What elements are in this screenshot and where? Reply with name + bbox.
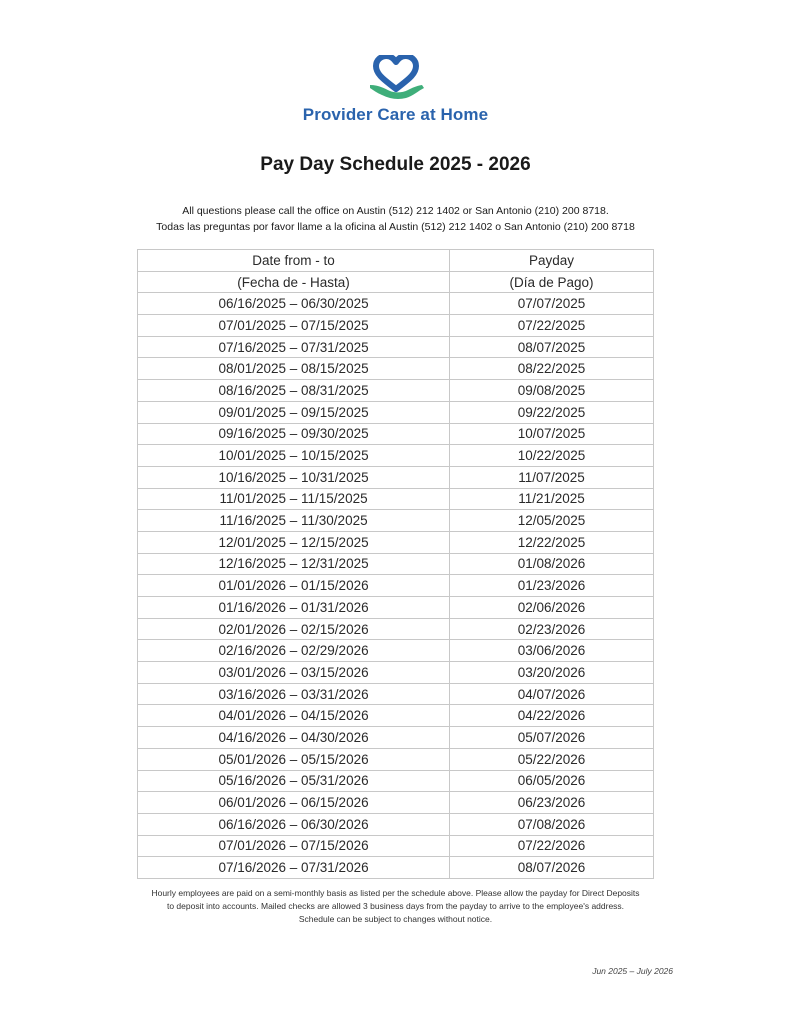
table-header-row: [138, 250, 654, 272]
table-row: [138, 488, 654, 510]
table-row: [138, 597, 654, 619]
table-row: [138, 445, 654, 467]
payday-cell: 07/22/2026: [450, 835, 654, 857]
payday-cell: 07/08/2026: [450, 813, 654, 835]
table-row: [138, 857, 654, 879]
payday-cell: 11/21/2025: [450, 488, 654, 510]
table-row: [138, 336, 654, 358]
payday-cell: 01/23/2026: [450, 575, 654, 597]
date-range-cell: 09/01/2025 – 09/15/2025: [138, 401, 450, 423]
payday-cell: 10/22/2025: [450, 445, 654, 467]
payday-cell: 12/22/2025: [450, 531, 654, 553]
table-row: [138, 748, 654, 770]
date-range-cell: 10/16/2025 – 10/31/2025: [138, 466, 450, 488]
payday-cell: 10/07/2025: [450, 423, 654, 445]
header-date-range-spanish: (Fecha de - Hasta): [138, 271, 450, 293]
date-range-cell: 12/16/2025 – 12/31/2025: [138, 553, 450, 575]
pay-schedule-table: [137, 249, 654, 879]
date-range-cell: 11/01/2025 – 11/15/2025: [138, 488, 450, 510]
table-row: [138, 466, 654, 488]
table-row: [138, 380, 654, 402]
contact-spanish: Todas las preguntas por favor llame a la oficina al Austin (512) 212 1402 o San Antonio (210) 200 8718: [156, 221, 635, 233]
header-payday: Payday: [450, 250, 654, 272]
contact-english: All questions please call the office on Austin (512) 212 1402 or San Antonio (210) 200 8718.: [182, 205, 609, 217]
date-range-cell: 08/01/2025 – 08/15/2025: [138, 358, 450, 380]
notes: [0, 887, 791, 926]
table-row: [138, 683, 654, 705]
payday-cell: 11/07/2025: [450, 466, 654, 488]
date-range-cell: 05/16/2026 – 05/31/2026: [138, 770, 450, 792]
note-line: Hourly employees are paid on a semi-monthly basis as listed per the schedule above. Please allow the payday for Direct Deposits: [151, 888, 640, 898]
footer-date: Jun 2025 – July 2026: [592, 966, 673, 976]
date-range-cell: 12/01/2025 – 12/15/2025: [138, 531, 450, 553]
table-row: [138, 531, 654, 553]
payday-cell: 09/22/2025: [450, 401, 654, 423]
date-range-cell: 03/01/2026 – 03/15/2026: [138, 662, 450, 684]
date-range-cell: 06/01/2026 – 06/15/2026: [138, 792, 450, 814]
date-range-cell: 01/16/2026 – 01/31/2026: [138, 597, 450, 619]
date-range-cell: 02/01/2026 – 02/15/2026: [138, 618, 450, 640]
page-title: Pay Day Schedule 2025 - 2026: [260, 154, 531, 175]
date-range-cell: 11/16/2025 – 11/30/2025: [138, 510, 450, 532]
note-line: to deposit into accounts. Mailed checks are allowed 3 business days from the payday to arrive to the employee's address.: [166, 901, 625, 911]
date-range-cell: 07/16/2026 – 07/31/2026: [138, 857, 450, 879]
payday-cell: 08/22/2025: [450, 358, 654, 380]
table-row: [138, 813, 654, 835]
payday-cell: 09/08/2025: [450, 380, 654, 402]
header-payday-spanish: (Día de Pago): [450, 271, 654, 293]
payday-cell: 02/23/2026: [450, 618, 654, 640]
table-row: [138, 423, 654, 445]
table-row: [138, 575, 654, 597]
table-row: [138, 705, 654, 727]
heart-hand-icon: [364, 55, 428, 101]
payday-cell: 06/05/2026: [450, 770, 654, 792]
payday-cell: 06/23/2026: [450, 792, 654, 814]
payday-cell: 07/07/2025: [450, 293, 654, 315]
table-row: [138, 770, 654, 792]
date-range-cell: 07/01/2026 – 07/15/2026: [138, 835, 450, 857]
table-row: [138, 510, 654, 532]
payday-cell: 02/06/2026: [450, 597, 654, 619]
contact-info: [0, 203, 791, 235]
logo: [0, 55, 791, 125]
date-range-cell: 04/01/2026 – 04/15/2026: [138, 705, 450, 727]
date-range-cell: 05/01/2026 – 05/15/2026: [138, 748, 450, 770]
table-row: [138, 358, 654, 380]
table-row: [138, 618, 654, 640]
date-range-cell: 10/01/2025 – 10/15/2025: [138, 445, 450, 467]
table-row: [138, 835, 654, 857]
note-line: Schedule can be subject to changes without notice.: [298, 914, 493, 924]
payday-cell: 05/07/2026: [450, 727, 654, 749]
date-range-cell: 04/16/2026 – 04/30/2026: [138, 727, 450, 749]
table-row: [138, 553, 654, 575]
date-range-cell: 02/16/2026 – 02/29/2026: [138, 640, 450, 662]
date-range-cell: 01/01/2026 – 01/15/2026: [138, 575, 450, 597]
table-row: [138, 293, 654, 315]
payday-cell: 08/07/2025: [450, 336, 654, 358]
table-row: [138, 401, 654, 423]
date-range-cell: 07/16/2025 – 07/31/2025: [138, 336, 450, 358]
table-body: [138, 293, 654, 879]
payday-cell: 04/07/2026: [450, 683, 654, 705]
table-header-row-spanish: [138, 271, 654, 293]
payday-cell: 01/08/2026: [450, 553, 654, 575]
table-row: [138, 315, 654, 337]
table-row: [138, 792, 654, 814]
brand-name: Provider Care at Home: [302, 105, 489, 124]
payday-cell: 03/20/2026: [450, 662, 654, 684]
table-row: [138, 662, 654, 684]
date-range-cell: 07/01/2025 – 07/15/2025: [138, 315, 450, 337]
table-row: [138, 727, 654, 749]
payday-cell: 07/22/2025: [450, 315, 654, 337]
date-range-cell: 06/16/2025 – 06/30/2025: [138, 293, 450, 315]
table-row: [138, 640, 654, 662]
payday-cell: 04/22/2026: [450, 705, 654, 727]
date-range-cell: 09/16/2025 – 09/30/2025: [138, 423, 450, 445]
header-date-range: Date from - to: [138, 250, 450, 272]
payday-cell: 03/06/2026: [450, 640, 654, 662]
date-range-cell: 03/16/2026 – 03/31/2026: [138, 683, 450, 705]
date-range-cell: 08/16/2025 – 08/31/2025: [138, 380, 450, 402]
payday-cell: 08/07/2026: [450, 857, 654, 879]
date-range-cell: 06/16/2026 – 06/30/2026: [138, 813, 450, 835]
payday-cell: 05/22/2026: [450, 748, 654, 770]
payday-cell: 12/05/2025: [450, 510, 654, 532]
